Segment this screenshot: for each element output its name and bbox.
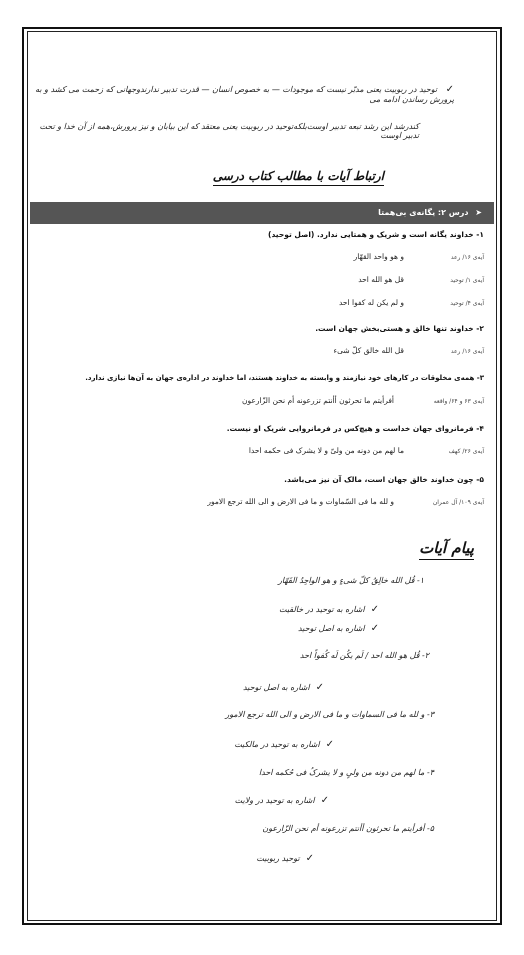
message-verse-1: ۱- قُل الله خالِقُ کلّ شیءٍ و هو الواحِدُ القَهّار xyxy=(278,576,424,585)
verse-ref: آیه‌ی ۱۶/ رعد xyxy=(450,348,484,355)
check-icon: ✓ xyxy=(370,623,379,634)
section-title: ارتباط آیات با مطالب کتاب درسی xyxy=(213,169,384,186)
document-page xyxy=(30,34,494,918)
message-item xyxy=(279,604,379,615)
arrow-icon: ➤ xyxy=(475,208,482,217)
verse-ref: آیه‌ی ۱/ توحید xyxy=(450,277,484,284)
message-verse-3: ۳- و لله ما فی السماوات و ما فی الارض و الی الله ترجع الامور xyxy=(225,710,434,719)
point-title-3: ۳- همه‌ی مخلوقات در کارهای خود نیازمند و وابسته به خداوند هستند، اما خداوند در اداره‌ی جهان به آن‌ها نیازی ندارد. xyxy=(85,374,484,382)
verse-text: و لم یکن له کفوا احد xyxy=(338,298,404,307)
message-verse-2: ۲- قُل هو الله احد / لَم یکُن لَه کُفواً احد xyxy=(299,651,429,660)
message-verse-4: ۴- ما لهم من دونه من ولیٍ و لا یشرکُ فی حُکمه احدا xyxy=(258,768,434,777)
message-item xyxy=(235,795,329,806)
check-icon: ✓ xyxy=(325,739,334,750)
check-icon: ✓ xyxy=(320,795,329,806)
verse-ref: آیه‌ی ۴/ توحید xyxy=(450,300,484,307)
check-icon: ✓ xyxy=(370,604,379,615)
verse-ref: آیه‌ی ۶۳ و ۶۴/ واقعه xyxy=(433,398,484,405)
message-item-text: اشاره به اصل توحید xyxy=(243,683,310,692)
message-item-text: اشاره به توحید در خالقیت xyxy=(279,605,365,614)
message-verse-5: ۵- أفرأیتم ما تحرثون أأنتم تزرعونه أم نحن الزّارعون xyxy=(262,824,434,833)
verse-text: قل الله خالق کلّ شیء xyxy=(333,346,404,355)
verse-text: قل هو الله احد xyxy=(358,275,404,284)
verse-text: ما لهم من دونه من ولیّ و لا یشرک فی حکمه احدا xyxy=(248,446,404,455)
point-title-1: ۱- خداوند یگانه است و شریک و همتایی ندارد. (اصل توحید) xyxy=(268,230,484,239)
check-icon: ✓ xyxy=(305,853,314,864)
message-item xyxy=(234,739,334,750)
message-item-text: اشاره به اصل توحید xyxy=(298,624,365,633)
message-item xyxy=(256,853,314,864)
check-icon: ✓ xyxy=(315,682,324,693)
point-title-5: ۵- چون خداوند خالق جهان است، مالک آن نیز می‌باشد. xyxy=(284,475,484,484)
message-item xyxy=(243,682,324,693)
message-item-text: اشاره به توحید در ولایت xyxy=(234,796,315,805)
message-item-text: اشاره به توحید در مالکیت xyxy=(234,740,320,749)
intro-text-1: توحید در ربوبیت یعنی مدبّر نیست که موجودات — به خصوص انسان — قدرت تدبیر ندارندو‌جهانی که زحمت می کشد و به پرورش رساندن ادامه می xyxy=(35,85,454,104)
verse-text: أفرأیتم ما تحرثون أأنتم تزرعونه أم نحن الزّارعون xyxy=(241,396,394,405)
check-icon: ✓ xyxy=(445,84,454,95)
message-item-text: توحید ربوبیت xyxy=(256,854,300,863)
point-title-2: ۲- خداوند تنها خالق و هستی‌بخش جهان است. xyxy=(315,324,484,333)
verse-text: و هو واحد القهّار xyxy=(353,252,404,261)
point-title-4: ۴- فرمانروای جهان خداست و هیچ‌کس در فرمانروایی شریک او نیست. xyxy=(226,424,484,433)
message-item xyxy=(298,623,379,634)
verse-ref: آیه‌ی ۱۰۹/ آل عمران xyxy=(432,499,484,506)
verse-text: و لله ما فی السّماوات و ما فی الارض و الی الله ترجع الامور xyxy=(207,497,394,506)
messages-title: پیام آیات xyxy=(419,539,474,560)
verse-ref: آیه‌ی ۱۶/ رعد xyxy=(450,254,484,261)
lesson-header-bar xyxy=(30,202,494,224)
lesson-header-text: درس ۲: یگانه‌ی بی‌همتا xyxy=(378,208,469,217)
verse-ref: آیه‌ی ۲۶/ کهف xyxy=(448,448,484,455)
intro-line-2: کندرشد این رشد تبعه تدبیر اوست‌بلکه‌توحید در ربوبیت یعنی معتقد که این بیابان و نیز پرورش،همه از آن خدا و تحت تدبیر اوست xyxy=(39,122,419,140)
intro-line-1 xyxy=(34,84,454,104)
